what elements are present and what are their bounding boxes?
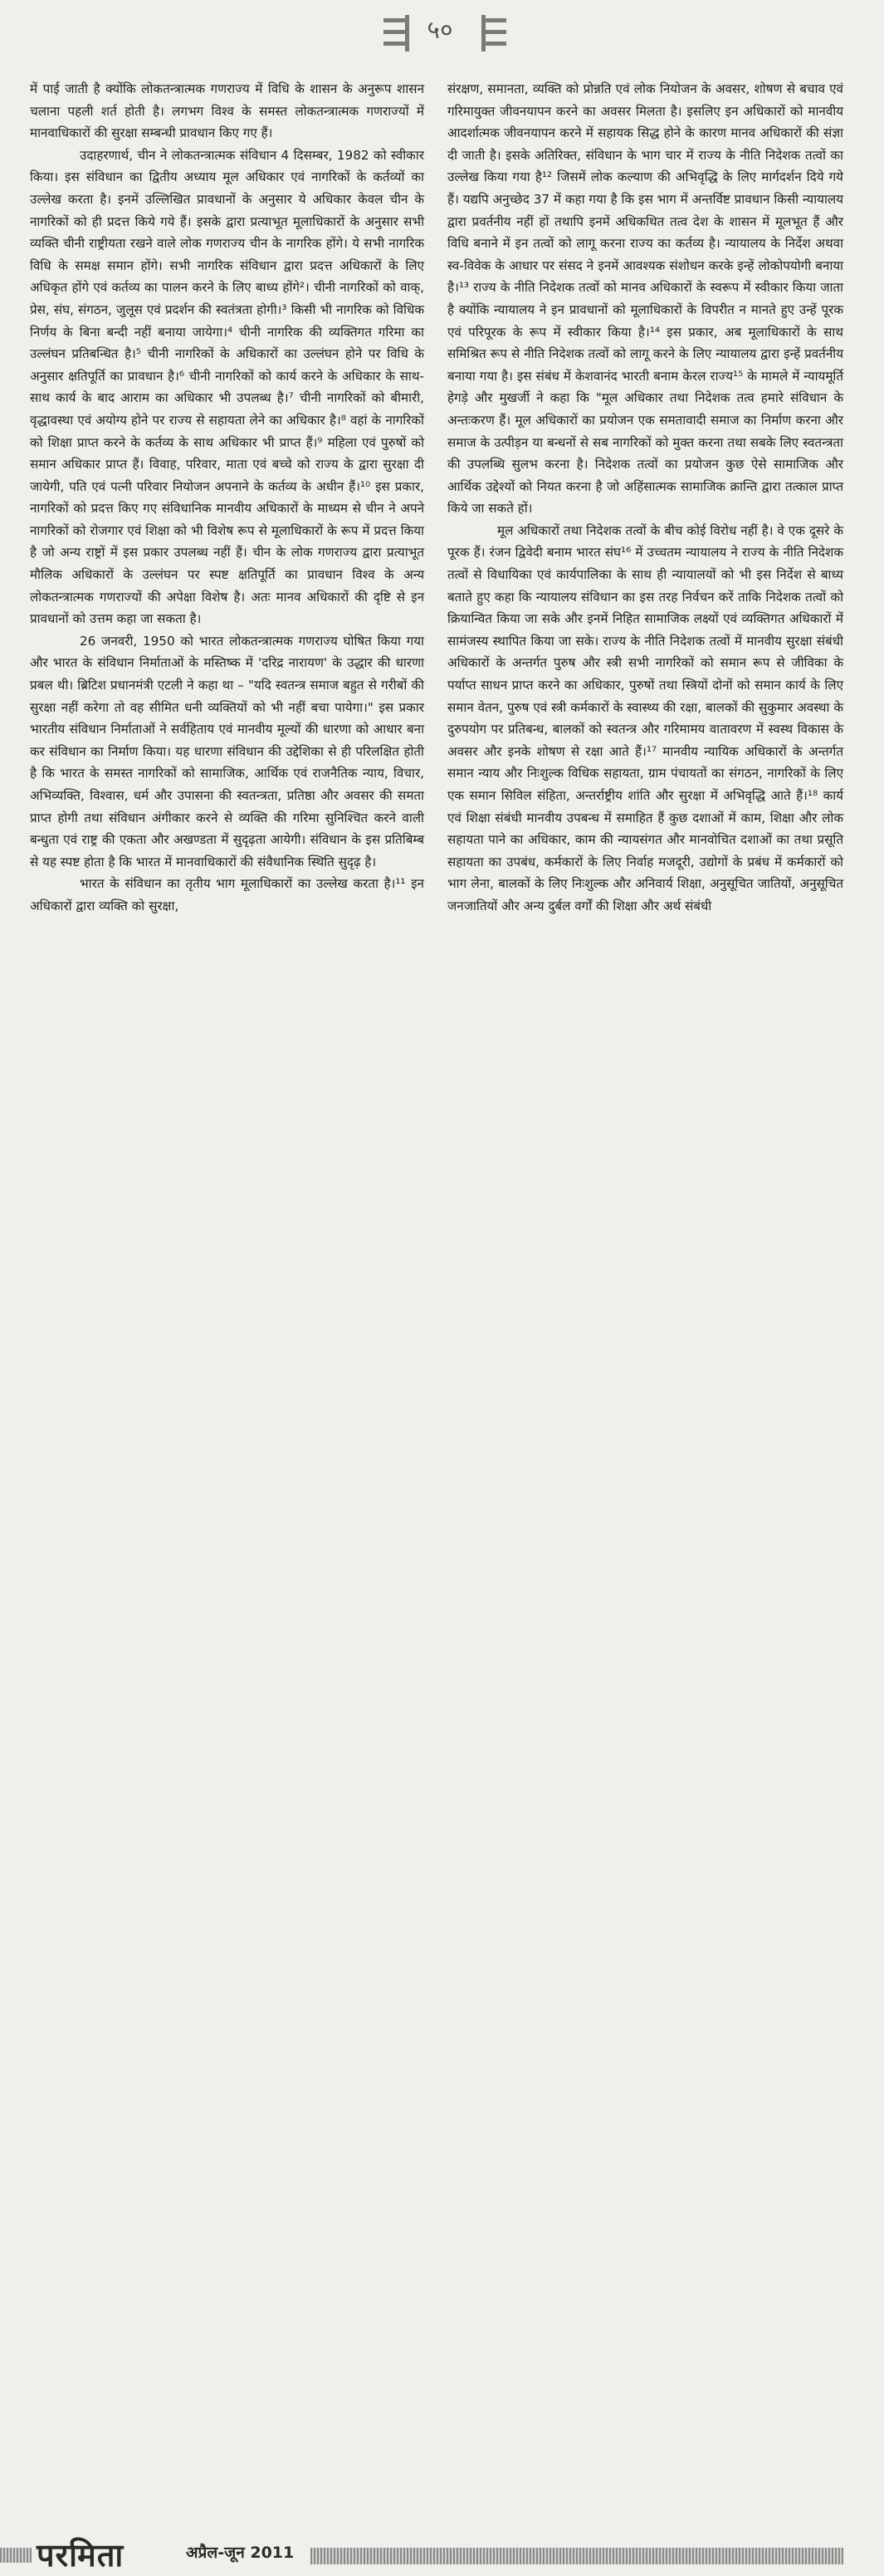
paragraph: में पाई जाती है क्योंकि लोकतन्त्रात्मक गणराज्य में विधि के शासन के अनुरूप शासन चलाना पहली शर्त होती है। लगभग विश्व के समस्त लोकतन्त्रात्मक गणराज्यों में मानवाधिकारों की सुरक्षा सम्बन्धी प्रावधान किए गए हैं। <box>30 81 424 141</box>
page-footer <box>0 1271 884 2574</box>
left-column <box>30 78 424 918</box>
paragraph: उदाहरणार्थ, चीन ने लोकतन्त्रात्मक संविधान 4 दिसम्बर, 1982 को स्वीकार किया। इस संविधान का द्वितीय अध्याय मूल अधिकार एवं नागरिकों के कर्तव्यों का उल्लेख करता है। इनमें उल्लिखित प्रावधानों के अनुसार ये अधिकार केवल चीन के नागरिकों को ही प्रदत्त किये गये हैं। इसके द्वारा प्रत्याभूत मूलाधिकारों के अनुसार सभी व्यक्ति चीनी राष्ट्रीयता रखने वाले लोक गणराज्य चीन के नागरिक होंगे। ये सभी नागरिक विधि के समक्ष समान होंगे। सभी नागरिक संविधान द्वारा प्रदत्त अधिकारों के लिए अधिकृत होंगे एवं कर्तव्य का पालन करने के लिए बाध्य होंगे²। चीनी नागरिकों को वाक्, प्रेस, संघ, संगठन, जुलूस एवं प्रदर्शन की स्वतंत्रता होगी।³ किसी भी नागरिक को विधिक निर्णय के बिना बन्दी नहीं बनाया जायेगा।⁴ चीनी नागरिक की व्यक्तिगत गरिमा का उल्लंघन प्रतिबन्धित है।⁵ चीनी नागरिकों के अधिकारों का उल्लंघन होने पर विधि के अनुसार क्षतिपूर्ति का प्रावधान है।⁶ चीनी नागरिकों को कार्य करने के अधिकार के साथ-साथ कार्य के बाद आराम का अधिकार भी उपलब्ध है।⁷ चीनी नागरिकों को बीमारी, वृद्धावस्था एवं अयोग्य होने पर राज्य से सहायता लेने का अधिकार है।⁸ वहां के नागरिकों को शिक्षा प्राप्त करने के कर्तव्य के साथ अधिकार भी प्राप्त हैं।⁹ महिला एवं पुरुषों को समान अधिकार प्राप्त हैं। विवाह, परिवार, माता एवं बच्चे को राज्य के द्वारा सुरक्षा दी जायेगी, पति एवं पत्नी परिवार नियोजन अपनाने के कर्तव्य के अधीन हैं।¹⁰ इस प्रकार, नागरिकों को प्रदत्त किए गए संविधानिक मानवीय अधिकारों के माध्यम से चीन ने अपने नागरिकों को रोजगार एवं शिक्षा को भी विशेष रूप से मूलाधिकारों के रूप में प्रदत्त किया है जो अन्य राष्ट्रों में इस प्रकार उपलब्ध नहीं हैं। चीन के लोक गणराज्य द्वारा प्रत्याभूत मौलिक अधिकारों के उल्लंघन पर स्पष्ट क्षतिपूर्ति का प्रावधान विश्व के अन्य लोकतन्त्रात्मक गणराज्यों की अपेक्षा विशेष है। अतः मानव अधिकारों की दृष्टि से इन प्रावधानों को उत्तम कहा जा सकता है। <box>30 147 424 627</box>
issue-date: अप्रैल-जून 2011 <box>186 2544 295 2562</box>
paragraph: 26 जनवरी, 1950 को भारत लोकतन्त्रात्मक गणराज्य घोषित किया गया और भारत के संविधान निर्माताओं के मस्तिष्क में 'दरिद्र नारायण' के उद्धार की धारणा प्रबल थी। ब्रिटिश प्रधानमंत्री एटली ने कहा था – "यदि स्वतन्त्र समाज बहुत से गरीबों की सुरक्षा नहीं करेगा तो वह सीमित धनी व्यक्तियों को भी नहीं बचा पायेगा।" इस प्रकार भारतीय संविधान निर्माताओं ने सर्वहिताय एवं मानवीय मूल्यों की धारणा को आधार बना कर संविधान का निर्माण किया। यह धारणा संविधान की उद्देशिका से ही परिलक्षित होती है कि भारत के समस्त नागरिकों को सामाजिक, आर्थिक एवं राजनैतिक न्याय, विचार, अभिव्यक्ति, विश्वास, धर्म और उपासना की स्वतन्त्रता, प्रतिष्ठा और अवसर की समता प्राप्त होगी तथा संविधान अंगीकार करने से व्यक्ति की गरिमा सुनिश्चित करने वाली बन्धुता एवं राष्ट्र की एकता और अखण्डता में सुदृढ़ता आयेगी। संविधान के इस प्रतिबिम्ब से यह स्पष्ट होता है कि भारत में मानवाधिकारों की संवैधानिक स्थिति सुदृढ़ है। <box>30 633 424 869</box>
right-column <box>447 78 843 918</box>
magazine-title: परमिता <box>37 2537 125 2574</box>
page-number: ५० <box>427 16 453 45</box>
footer-band <box>310 2548 843 2564</box>
paragraph: भारत के संविधान का तृतीय भाग मूलाधिकारों का उल्लेख करता है।¹¹ इन अधिकारों द्वारा व्यक्ति को सुरक्षा, <box>30 876 424 913</box>
paragraph: मूल अधिकारों तथा निदेशक तत्वों के बीच कोई विरोध नहीं है। वे एक दूसरे के पूरक हैं। रंजन द्विवेदी बनाम भारत संघ¹⁶ में उच्चतम न्यायालय ने राज्य के नीति निदेशक तत्वों से विधायिका एवं कार्यपालिका के साथ ही न्यायालयों को भी इस निर्देश से बाध्य बताते हुए कहा कि न्यायालय संविधान का इस तरह निर्वचन करें ताकि निदेशक तत्वों को क्रियान्वित किया जा सके और इनमें निहित सामाजिक लक्ष्यों एवं व्यक्तिगत अधिकारों में सामंजस्य स्थापित किया जा सके। राज्य के नीति निदेशक तत्वों में मानवीय सुरक्षा संबंधी अधिकारों के अन्तर्गत पुरुष और स्त्री सभी नागरिकों को समान रूप से जीविका के पर्याप्त साधन प्राप्त करने का अधिकार, पुरुषों तथा स्त्रियों दोनों को समान कार्य के लिए समान वेतन, पुरुष एवं स्त्री कर्मकारों के स्वास्थ्य की रक्षा, बालकों की सुकुमार अवस्था के दुरुपयोग पर प्रतिबन्ध, बालकों को स्वतन्त्र और गरिमामय वातावरण में स्वस्थ विकास के अवसर और इनके शोषण से रक्षा आते हैं।¹⁷ मानवीय न्यायिक अधिकारों के अन्तर्गत समान न्याय और निःशुल्क विधिक सहायता, ग्राम पंचायतों का संगठन, नागरिकों के लिए एक समान सिविल संहिता, अन्तर्राष्ट्रीय शांति और सुरक्षा में अभिवृद्धि आते हैं।¹⁸ कार्य एवं शिक्षा संबंधी मानवीय उपबन्ध में समाहित हैं कुछ दशाओं में काम, शिक्षा और लोक सहायता पाने का अधिकार, काम की न्यायसंगत और मानवोचित दशाओं का तथा प्रसूति सहायता का उपबंध, कर्मकारों के लिए निर्वाह मजदूरी, उद्योगों के प्रबंध में कर्मकारों को भाग लेना, बालकों के लिए निःशुल्क और अनिवार्य शिक्षा, अनुसूचित जातियों, अनुसूचित जनजातियों और अन्य दुर्बल वर्गों की शिक्षा और अर्थ संबंधी <box>447 522 843 913</box>
paragraph: संरक्षण, समानता, व्यक्ति को प्रोन्नति एवं लोक नियोजन के अवसर, शोषण से बचाव एवं गरिमायुक्त जीवनयापन करने का अवसर मिलता है। इसलिए इन अधिकारों को मानवीय आदर्शात्मक जीवनयापन करने में सहायक सिद्ध होने के कारण मानव अधिकारों की संज्ञा दी जाती है। इसके अतिरिक्त, संविधान के भाग चार में राज्य के नीति निदेशक तत्वों का उल्लेख किया गया है¹² जिसमें लोक कल्याण की अभिवृद्धि के लिए मार्गदर्शन दिये गये हैं। यद्यपि अनुच्छेद 37 में कहा गया है कि इस भाग में अन्तर्विष्ट प्रावधान किसी न्यायालय द्वारा प्रवर्तनीय नहीं हों तथापि इनमें अधिकथित तत्व देश के शासन में मूलभूत हैं और विधि बनाने में इन तत्वों को लागू करना राज्य का कर्तव्य है। न्यायालय के निर्देश अथवा स्व-विवेक के आधार पर संसद ने इनमें आवश्यक संशोधन करके इन्हें लोकोपयोगी बनाया है।¹³ राज्य के नीति निदेशक तत्वों को मानव अधिकारों के स्वरूप में स्वीकार किया जाता है क्योंकि न्यायालय ने इन प्रावधानों को मूलाधिकारों के विपरीत न मानते हुए उन्हें पूरक एवं परिपूरक के रूप में स्वीकार किया है।¹⁴ इस प्रकार, अब मूलाधिकारों के साथ समिश्रित रूप से नीति निदेशक तत्वों को लागू करने के लिए न्यायालय द्वारा इन्हें प्रवर्तनीय बनाया गया है। इस संबंध में केशवानंद भारती बनाम केरल राज्य¹⁵ के मामले में न्यायमूर्ति हेगड़े और मुखर्जी ने कहा कि "मूल अधिकार तथा निदेशक तत्व हमारे संविधान के अन्तःकरण हैं। मूल अधिकारों का प्रयोजन एक समतावादी समाज का निर्माण करना और समाज के उत्पीड़न या बन्धनों से सब नागरिकों को मुक्त करना तथा सबके लिए स्वतन्त्रता की उपलब्धि सुलभ करना है। निदेशक तत्वों का प्रयोजन कुछ ऐसे सामाजिक और आर्थिक उद्देश्यों को नियत करना है जो अहिंसात्मक सामाजिक क्रान्ति द्वारा तत्काल प्राप्त किये जा सकते हों। <box>447 81 843 517</box>
footer-band <box>0 2548 32 2563</box>
page-header <box>0 0 884 62</box>
